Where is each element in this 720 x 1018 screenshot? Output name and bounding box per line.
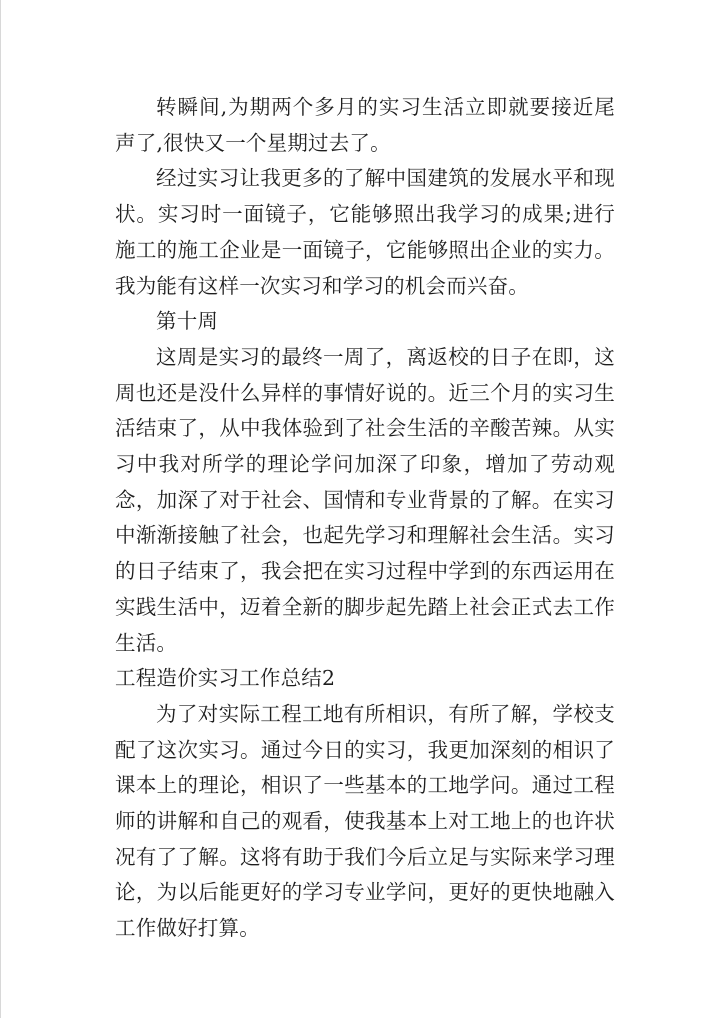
section-title: 工程造价实习工作总结2 [115, 666, 336, 691]
paragraph-internship-reflection: 经过实习让我更多的了解中国建筑的发展水平和现状。实习时一面镜子，它能够照出我学习的成果;进行施工的施工企业是一面镜子，它能够照出企业的实力。我为能有这样一次实习和学习的机会而兴奋。 [115, 166, 615, 298]
paragraph-final-week: 这周是实习的最终一周了，离返校的日子在即，这周也还是没什么异样的事情好说的。近三个月的实习生活结束了，从中我体验到了社会生活的辛酸苦辣。从实习中我对所学的理论学问加深了印象，增加了劳动观念，加深了对于社会、国情和专业背景的了解。在实习中渐渐接触了社会，也起先学习和理解社会生活。实习的日子结束了，我会把在实习过程中学到的东西运用在实践生活中，迈着全新的脚步起先踏上社会正式去工作生活。 [115, 344, 615, 655]
document-body [115, 90, 615, 947]
week-heading: 第十周 [156, 309, 219, 334]
paragraph-internship-ending: 转瞬间,为期两个多月的实习生活立即就要接近尾声了,很快又一个星期过去了。 [115, 95, 615, 155]
paragraph-summary-2: 为了对实际工程工地有所相识，有所了解，学校支配了这次实习。通过今日的实习，我更加深刻的相识了课本上的理论，相识了一些基本的工地学问。通过工程师的讲解和自己的观看，使我基本上对工地上的也许状况有了了解。这将有助于我们今后立足与实际来学习理论，为以后能更好的学习专业学问，更好的更快地融入工作做好打算。 [115, 701, 615, 941]
